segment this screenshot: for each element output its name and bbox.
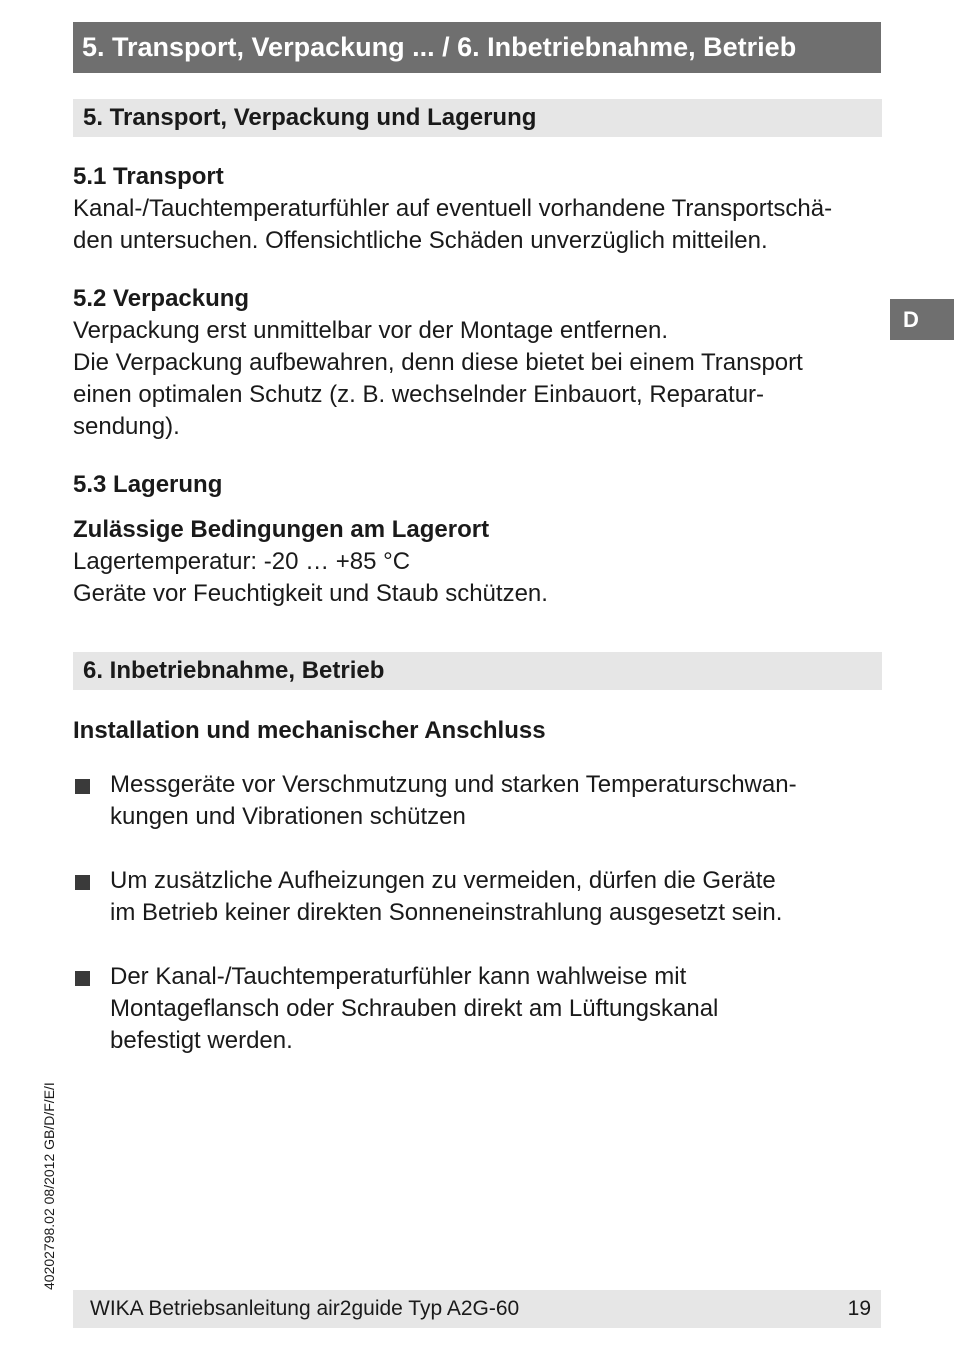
subsection-5-3-text: [73, 546, 883, 610]
document-code: 40202798.02 08/2012 GB/D/F/E/I: [41, 1082, 57, 1290]
text-line: den untersuchen. Offensichtliche Schäden unverzüglich mitteilen.: [73, 227, 768, 254]
page-number: 19: [847, 1297, 871, 1320]
text-line: im Betrieb keiner direkten Sonneneinstrahlung ausgesetzt sein.: [110, 899, 783, 926]
storage-conditions-heading: Zulässige Bedingungen am Lagerort: [73, 516, 490, 543]
subsection-5-1-text: [73, 193, 883, 257]
bullet-square-icon: [75, 875, 90, 890]
page-header: [73, 22, 881, 73]
text-line: befestigt werden.: [110, 1027, 293, 1054]
text-line: Lagertemperatur: -20 … +85 °C: [73, 548, 411, 575]
text-line: Verpackung erst unmittelbar vor der Montage entfernen.: [73, 317, 669, 344]
language-tab-label: D: [903, 307, 919, 332]
subsection-5-3-heading: 5.3 Lagerung: [73, 471, 223, 498]
text-line: einen optimalen Schutz (z. B. wechselnder Einbauort, Reparatur-: [73, 381, 765, 408]
text-line: Montageflansch oder Schrauben direkt am Lüftungskanal: [110, 995, 719, 1022]
subsection-5-2-text: [73, 315, 883, 443]
text-line: sendung).: [73, 413, 180, 440]
text-line: kungen und Vibrationen schützen: [110, 803, 466, 830]
section-6-heading: [73, 652, 882, 690]
text-line: Die Verpackung aufbewahren, denn diese bietet bei einem Transport: [73, 349, 803, 376]
installation-heading: Installation und mechanischer Anschluss: [73, 717, 546, 744]
text-line: Um zusätzliche Aufheizungen zu vermeiden, dürfen die Geräte: [110, 867, 776, 894]
subsection-5-2-heading: 5.2 Verpackung: [73, 285, 250, 312]
subsection-5-1-heading: 5.1 Transport: [73, 163, 224, 190]
section-6-title: 6. Inbetriebnahme, Betrieb: [83, 657, 385, 684]
section-5-title: 5. Transport, Verpackung und Lagerung: [83, 104, 537, 131]
language-tab: [890, 299, 954, 340]
bullet-square-icon: [75, 971, 90, 986]
text-line: Kanal-/Tauchtemperaturfühler auf eventuell vorhandene Transportschä-: [73, 195, 833, 222]
bullet-square-icon: [75, 779, 90, 794]
section-5-heading: [73, 99, 882, 137]
text-line: Der Kanal-/Tauchtemperaturfühler kann wahlweise mit: [110, 963, 687, 990]
page-footer: [73, 1290, 881, 1328]
page-title: 5. Transport, Verpackung ... / 6. Inbetriebnahme, Betrieb: [82, 32, 797, 62]
text-line: Messgeräte vor Verschmutzung und starken Temperaturschwan-: [110, 771, 797, 798]
text-line: Geräte vor Feuchtigkeit und Staub schützen.: [73, 580, 548, 607]
footer-text: WIKA Betriebsanleitung air2guide Typ A2G-60: [90, 1297, 520, 1320]
